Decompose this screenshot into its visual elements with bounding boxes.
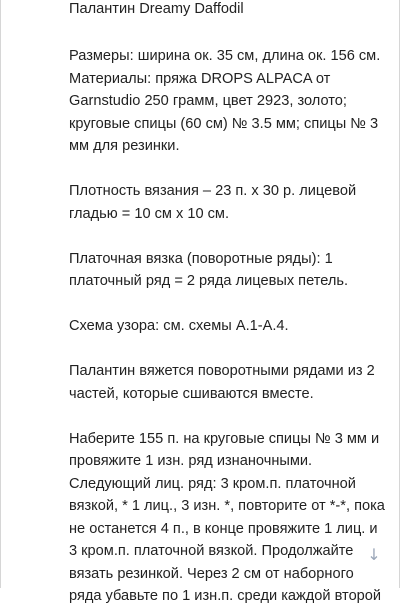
gauge-paragraph: [69, 180, 399, 225]
text-line: провяжите 1 изн. ряд изнаночными.: [69, 453, 313, 469]
text-line: Следующий лиц. ряд: 3 кром.п. платочной: [69, 475, 356, 492]
article-title: Палантин Dreamy Daffodil: [69, 1, 244, 17]
text-line: Garnstudio 250 грамм, цвет 2923, золото;: [69, 93, 347, 109]
text-line: мм для резинки.: [69, 138, 180, 154]
text-line: круговые спицы (60 см) № 3.5 мм; спицы № 3: [69, 115, 379, 132]
construction-paragraph: [69, 360, 399, 405]
spacer: [69, 158, 399, 181]
spacer: [69, 225, 399, 248]
text-line: ряда убавьте по 1 изн.п. среди каждой второй: [69, 588, 382, 604]
pattern-paragraph: [69, 315, 399, 338]
text-line: частей, которые сшиваются вместе.: [69, 385, 314, 402]
text-line: Схема узора: см. схемы А.1-А.4.: [69, 318, 289, 334]
text-line: вязать резинкой. Через 2 см от наборного: [69, 565, 354, 582]
article-content: [69, 0, 399, 608]
text-line: вязкой, * 1 лиц., 3 изн. *, повторите от *-*, пока: [69, 498, 385, 514]
spacer: [69, 405, 399, 428]
text-line: Материалы: пряжа DROPS ALPACA от: [69, 70, 331, 87]
text-line: Платочная вязка (поворотные ряды): 1: [69, 250, 333, 267]
spacer: [69, 293, 399, 316]
instructions-paragraph: [69, 428, 399, 608]
garter-paragraph: [69, 248, 399, 293]
text-line: гладью = 10 см х 10 см.: [69, 205, 230, 222]
text-line: 3 кром.п. платочной вязкой. Продолжайте: [69, 543, 354, 559]
text-line: платочный ряд = 2 ряда лицевых петель.: [69, 273, 349, 289]
sizes-paragraph: [69, 45, 399, 158]
text-line: Наберите 155 п. на круговые спицы № 3 мм и: [69, 430, 380, 447]
arrow-down-icon[interactable]: ↓: [364, 545, 384, 565]
spacer: [69, 338, 399, 361]
spacer: [69, 23, 399, 46]
text-line: Палантин вяжется поворотными рядами из 2: [69, 363, 375, 379]
text-line: не останется 4 п., в конце провяжите 1 лиц. и: [69, 520, 378, 537]
text-line: Плотность вязания – 23 п. х 30 р. лицевой: [69, 183, 357, 199]
text-line: Размеры: ширина ок. 35 см, длина ок. 156 см.: [69, 48, 381, 64]
